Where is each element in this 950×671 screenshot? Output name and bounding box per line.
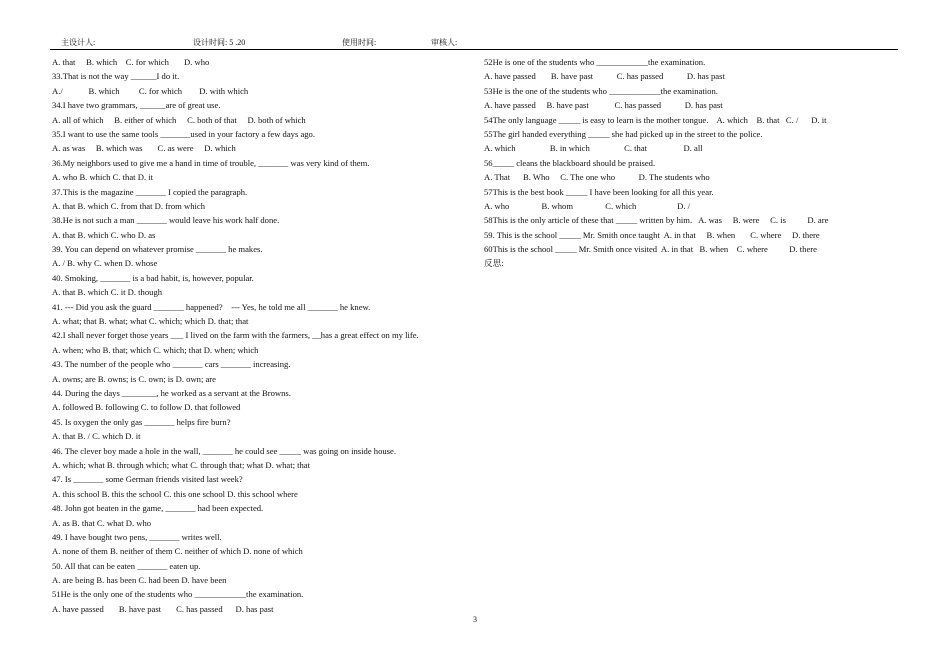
use-time-label: 使用时间: <box>342 38 377 47</box>
text-line: 43. The number of the people who _______ cars _______ increasing. <box>52 359 291 370</box>
text-line: 39. You can depend on whatever promise _______ he makes. <box>52 244 263 255</box>
text-line: A. when; who B. that; which C. which; that D. when; which <box>52 344 259 355</box>
text-line: 52He is one of the students who ____________the examination. <box>484 57 706 67</box>
text-line: A./ B. which C. for which D. with which <box>52 85 249 96</box>
text-line: 反思: <box>484 258 504 269</box>
text-line: 34.I have two grammars, ______are of great use. <box>52 100 221 111</box>
design-time-label: 设计时间: 5 .20 <box>193 38 246 47</box>
text-line: 54The only language _____ is easy to learn is the mother tongue. A. which B. that C. / D. it <box>484 114 827 125</box>
right-column <box>484 55 898 271</box>
text-line: A. That B. Who C. The one who D. The students who <box>484 172 710 183</box>
text-line: 58This is the only article of these that _____ written by him. A. was B. were C. is D. are <box>484 215 829 226</box>
text-line: A. that B. which C. who D. as <box>52 229 156 240</box>
text-line: 56_____ cleans the blackboard should be praised. <box>484 157 656 168</box>
text-line: 51He is the only one of the students who ____________the examination. <box>52 589 304 600</box>
text-line: 35.I want to use the same tools _______used in your factory a few days ago. <box>52 128 316 139</box>
text-line: A. which; what B. through which; what C. through that; what D. what; that <box>52 459 311 470</box>
text-line: 48. John got beaten in the game, _______ had been expected. <box>52 503 264 514</box>
text-line: 40. Smoking, _______ is a bad habit, is, however, popular. <box>52 272 254 283</box>
text-line: A. which B. in which C. that D. all <box>484 143 703 154</box>
text-line: A. this school B. this the school C. this one school D. this school where <box>52 488 298 499</box>
text-line: 44. During the days ________, he worked as a servant at the Browns. <box>52 387 291 398</box>
text-line: A. who B. which C. that D. it <box>52 172 153 183</box>
page-number: 3 <box>473 615 477 624</box>
text-line: A. who B. whom C. which D. / <box>484 200 691 211</box>
reviewer-label: 审核人: <box>431 38 458 47</box>
text-line: A. all of which B. either of which C. both of that D. both of which <box>52 114 306 125</box>
text-line: 60This is the school _____ Mr. Smith once visited A. in that B. when C. where D. there <box>484 244 817 255</box>
text-line: 55The girl handed everything _____ she had picked up in the street to the police. <box>484 128 763 139</box>
text-line: 42.I shall never forget those years ___ I lived on the farm with the farmers, __has a great effect on my life. <box>52 330 419 341</box>
text-line: 57This is the best book _____ I have been looking for all this year. <box>484 186 714 197</box>
text-line: A. none of them B. neither of them C. neither of which D. none of which <box>52 546 303 557</box>
text-line: A. that B. which C. it D. though <box>52 287 163 298</box>
text-line: 38.He is not such a man _______ would leave his work half done. <box>52 215 280 226</box>
text-line: 47. Is _______ some German friends visited last week? <box>52 474 243 485</box>
text-line: 46. The clever boy made a hole in the wall, _______ he could see _____ was going on inside house. <box>52 445 396 456</box>
text-line: A. that B. which C. for which D. who <box>52 57 210 67</box>
left-column <box>52 55 470 616</box>
designer-label: 主设计人: <box>61 38 96 47</box>
text-line: A. followed B. following C. to follow D. that followed <box>52 402 241 413</box>
text-line: A. that B. which C. from that D. from which <box>52 200 205 211</box>
text-line: 41. --- Did you ask the guard _______ happened? --- Yes, he told me all _______ he knew. <box>52 301 371 312</box>
text-line: A. have passed B. have past C. has passed D. has past <box>52 603 274 614</box>
text-line: 45. Is oxygen the only gas _______ helps fire burn? <box>52 416 231 427</box>
text-line: A. / B. why C. when D. whose <box>52 258 158 269</box>
text-line: A. what; that B. what; what C. which; which D. that; that <box>52 316 249 327</box>
text-line: A. as B. that C. what D. who <box>52 517 152 528</box>
text-line: 53He is the one of the students who ____________the examination. <box>484 85 718 96</box>
text-line: 37.This is the magazine _______ I copied the paragraph. <box>52 186 248 197</box>
text-line: 59. This is the school _____ Mr. Smith once taught A. in that B. when C. where D. there <box>484 229 820 240</box>
text-line: 50. All that can be eaten _______ eaten up. <box>52 560 201 571</box>
text-line: 33.That is not the way ______I do it. <box>52 71 180 82</box>
text-line: A. have passed B. have past C. has passed D. has past <box>484 71 725 82</box>
text-line: A. owns; are B. owns; is C. own; is D. own; are <box>52 373 216 384</box>
page-header <box>50 37 898 50</box>
text-line: A. have passed B. have past C. has passed D. has past <box>484 100 723 111</box>
text-line: 36.My neighbors used to give me a hand in time of trouble, _______ was very kind of them. <box>52 157 370 168</box>
text-line: A. are being B. has been C. had been D. have been <box>52 575 227 586</box>
text-line: A. that B. / C. which D. it <box>52 431 141 442</box>
text-line: 49. I have bought two pens, _______ writes well. <box>52 531 222 542</box>
text-line: A. as was B. which was C. as were D. which <box>52 143 236 154</box>
